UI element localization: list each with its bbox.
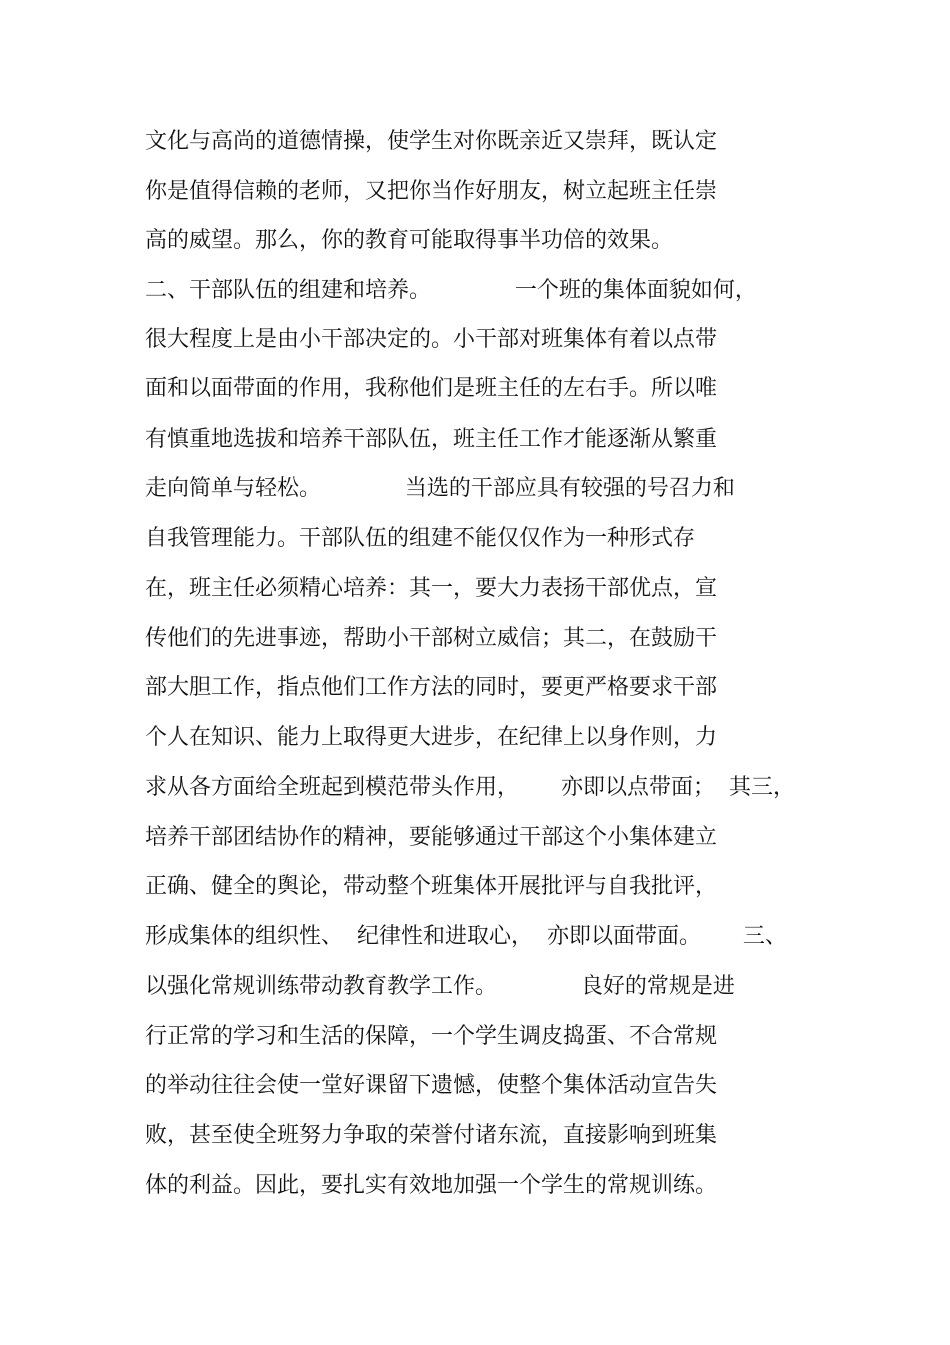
text-line: 培养干部团结协作的精神，要能够通过干部这个小集体建立	[145, 825, 718, 850]
text-line: 行正常的学习和生活的保障，一个学生调皮捣蛋、不合常规	[145, 1024, 718, 1049]
text-line: 的举动往往会使一堂好课留下遗憾，使整个集体活动宣告失	[145, 1073, 718, 1098]
text-line: 传他们的先进事迹，帮助小干部树立威信；其二，在鼓励干	[145, 626, 718, 651]
text-line: 个人在知识、能力上取得更大进步，在纪律上以身作则，力	[145, 725, 718, 750]
text-line: 走向简单与轻松。 当选的干部应具有较强的号召力和	[145, 476, 735, 501]
text-line: 有慎重地选拔和培养干部队伍，班主任工作才能逐渐从繁重	[145, 427, 718, 452]
text-line: 部大胆工作，指点他们工作方法的同时，要更严格要求干部	[145, 675, 718, 700]
text-line: 自我管理能力。干部队伍的组建不能仅仅作为一种形式存	[145, 526, 696, 551]
text-line: 很大程度上是由小干部决定的。小干部对班集体有着以点带	[145, 327, 718, 352]
text-line: 面和以面带面的作用，我称他们是班主任的左右手。所以唯	[145, 376, 718, 401]
text-line: 求从各方面给全班起到模范带头作用， 亦即以点带面； 其三，	[145, 775, 795, 800]
text-line: 二、干部队伍的组建和培养。 一个班的集体面貌如何，	[145, 278, 757, 303]
text-line: 形成集体的组织性、 纪律性和进取心， 亦即以面带面。 三、	[145, 924, 787, 949]
text-line: 体的利益。因此，要扎实有效地加强一个学生的常规训练。	[145, 1173, 718, 1198]
text-line: 败，甚至使全班努力争取的荣誉付诸东流，直接影响到班集	[145, 1123, 718, 1148]
text-line: 正确、健全的舆论，带动整个班集体开展批评与自我批评，	[145, 874, 718, 899]
text-line: 以强化常规训练带动教育教学工作。 良好的常规是进	[145, 974, 735, 999]
text-line: 在，班主任必须精心培养：其一，要大力表扬干部优点，宣	[145, 576, 718, 601]
text-line: 你是值得信赖的老师，又把你当作好朋友，树立起班主任崇	[145, 179, 718, 204]
text-line: 文化与高尚的道德情操，使学生对你既亲近又崇拜，既认定	[145, 129, 718, 154]
text-line: 高的威望。那么，你的教育可能取得事半功倍的效果。	[145, 228, 674, 253]
